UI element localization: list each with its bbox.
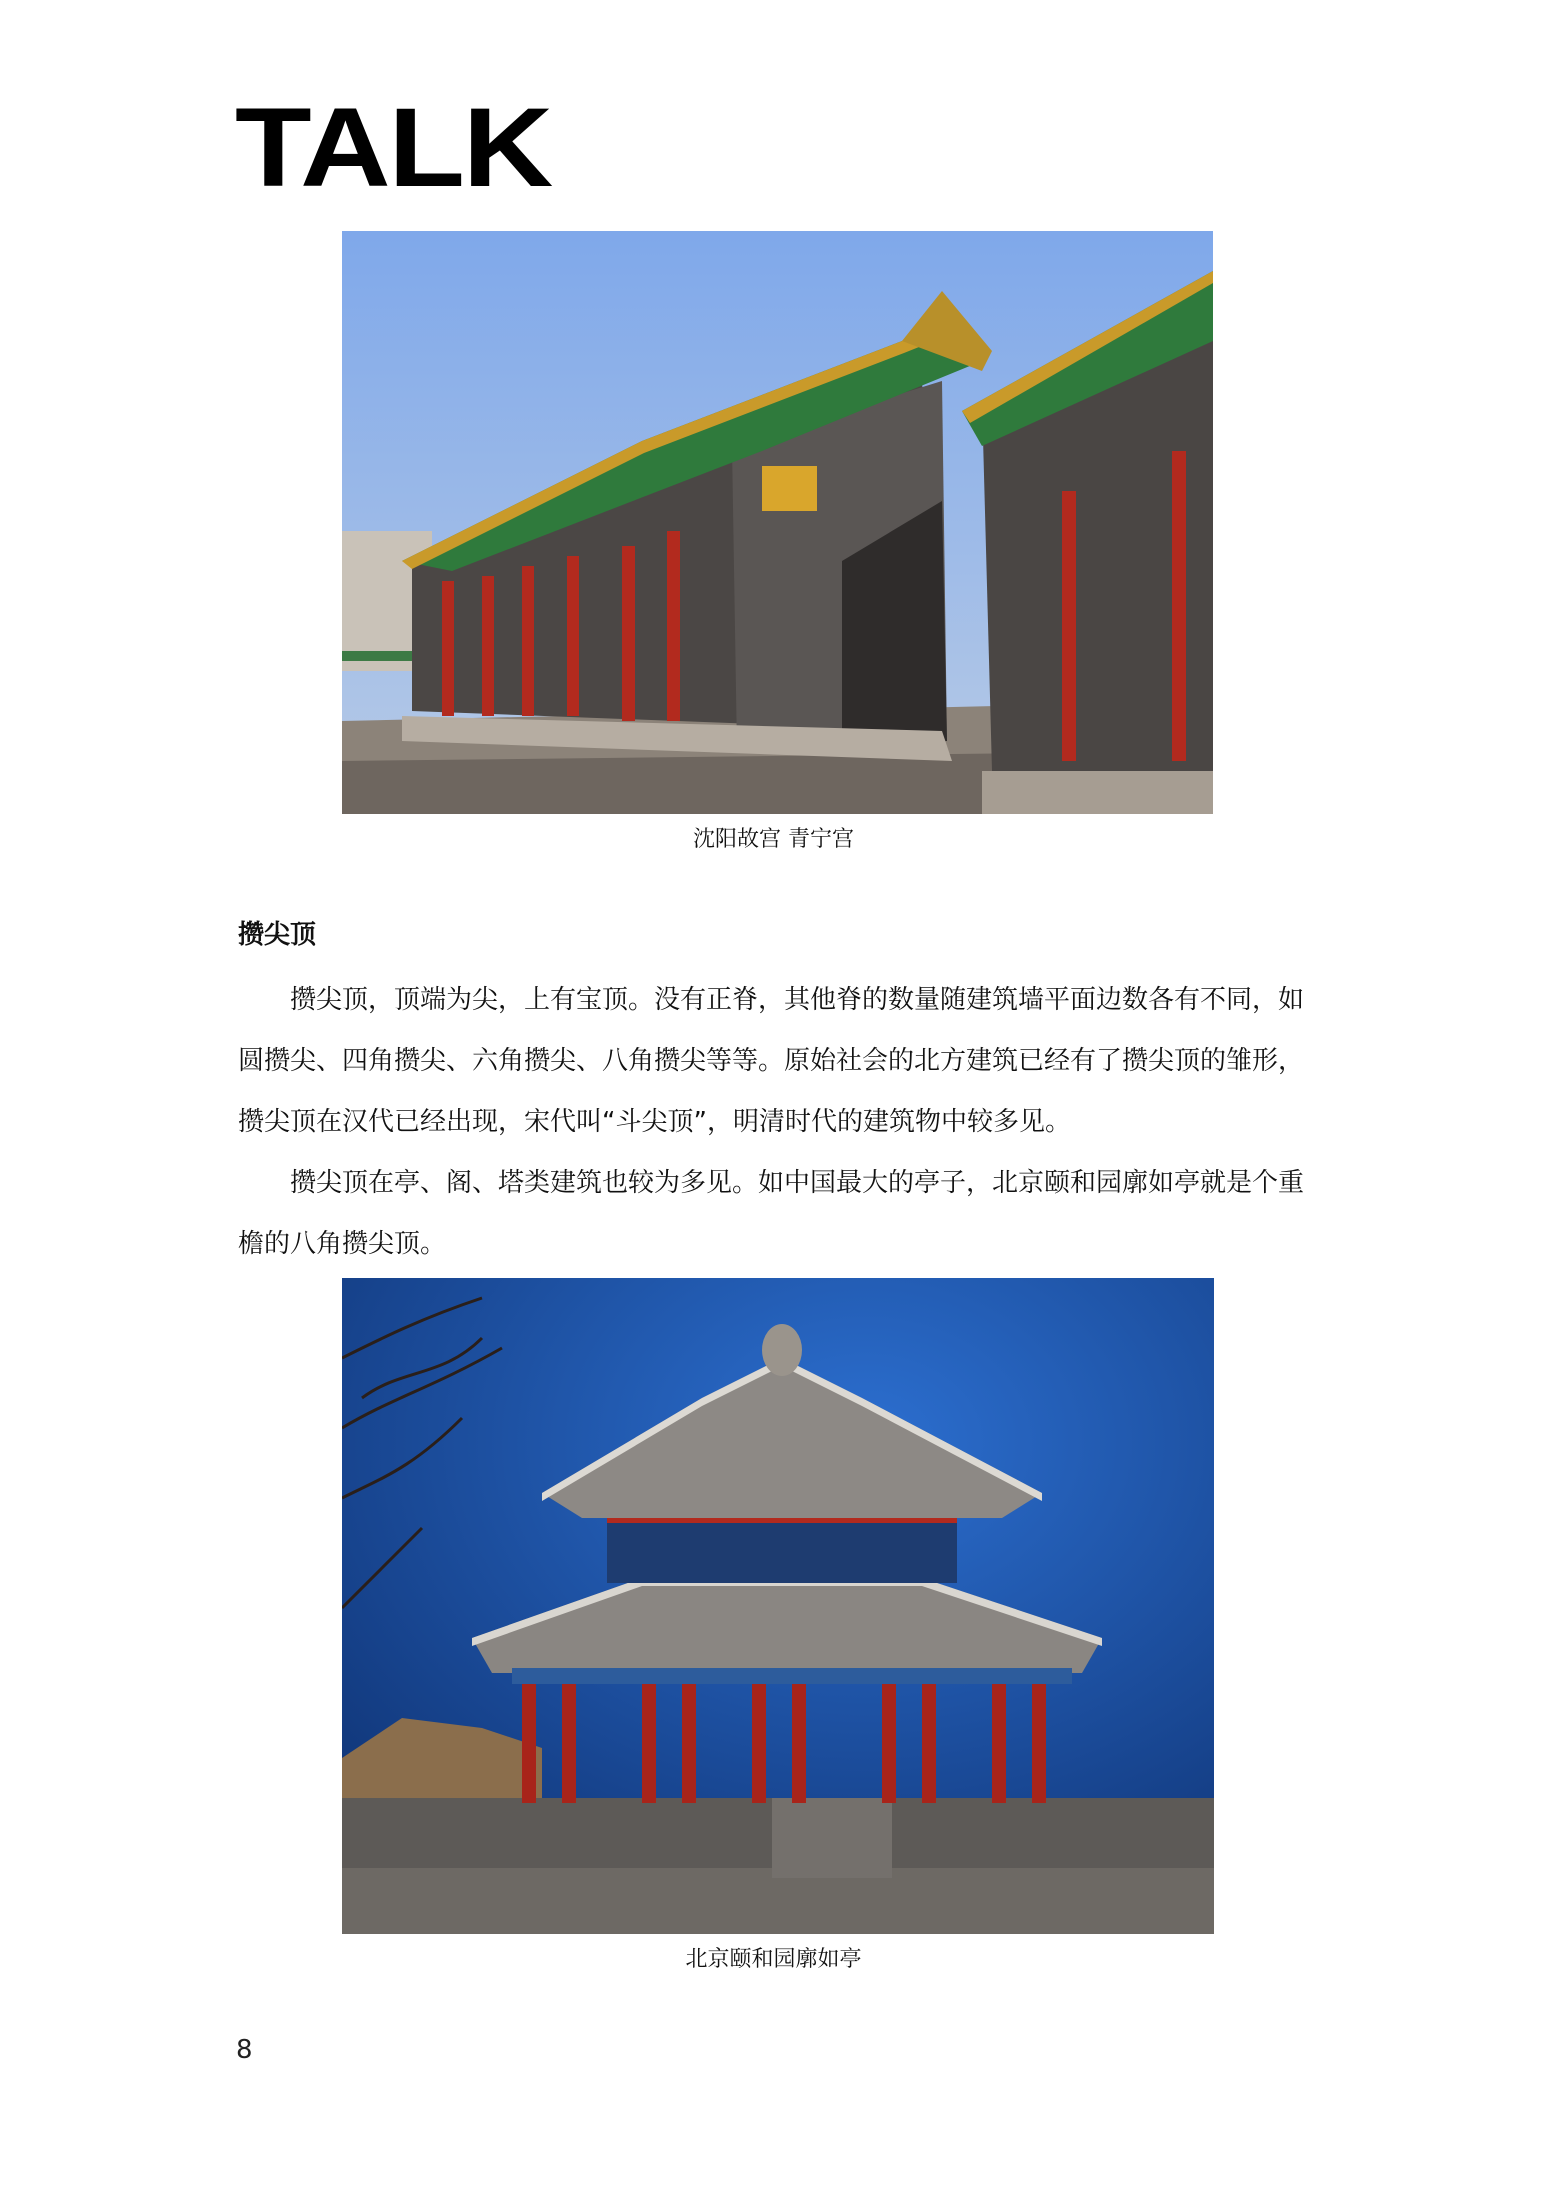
palace-illustration [342, 231, 1213, 814]
pavilion-illustration [342, 1278, 1214, 1934]
palace-photo [342, 231, 1213, 814]
pavilion-photo [342, 1278, 1214, 1934]
paragraph: 攒尖顶在亭、阁、塔类建筑也较为多见。如中国最大的亭子，北京颐和园廓如亭就是个重檐的八角攒尖顶。 [238, 1168, 1305, 1259]
figure-caption: 北京颐和园廓如亭 [685, 1947, 862, 1972]
section-body [238, 970, 1323, 1275]
figure-caption: 沈阳故宫 青宁宫 [693, 827, 854, 852]
paragraph: 攒尖顶，顶端为尖，上有宝顶。没有正脊，其他脊的数量随建筑墙平面边数各有不同，如圆攒尖、四角攒尖、六角攒尖、八角攒尖等等。原始社会的北方建筑已经有了攒尖顶的雏形，攒尖顶在汉代已经出现，宋代叫“斗尖顶”，明清时代的建筑物中较多见。 [238, 985, 1305, 1137]
brand-logo: TALK [235, 85, 552, 210]
section-heading: 攒尖顶 [238, 920, 317, 950]
page-number: 8 [236, 2035, 253, 2065]
